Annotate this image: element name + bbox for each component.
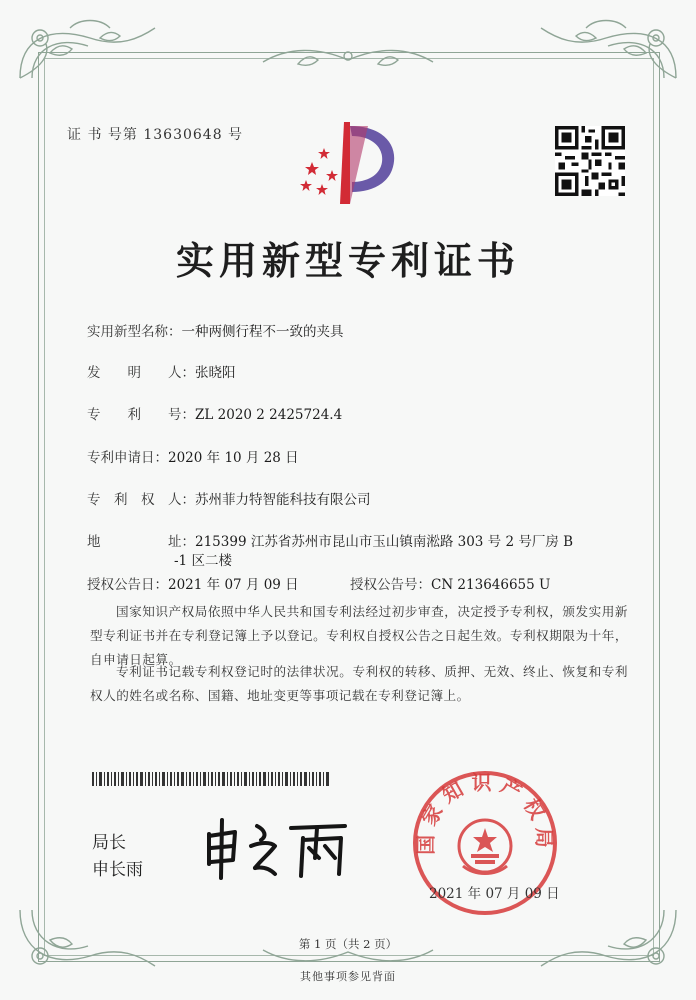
field-address <box>87 530 573 550</box>
field-value: 一种两侧行程不一致的夹具 <box>181 324 344 340</box>
top-center-flourish-icon <box>258 42 438 72</box>
signature-icon <box>195 812 355 886</box>
field-patent-number <box>87 403 342 423</box>
field-value: 张晓阳 <box>195 365 236 381</box>
director-name: 申长雨 <box>92 860 143 880</box>
field-value: CN 213646655 U <box>431 577 551 593</box>
field-label: 授权公告日： <box>87 577 168 593</box>
corner-flourish-icon <box>10 8 160 88</box>
field-inventor <box>87 361 236 381</box>
seal-text: 国家知识产权局 <box>413 770 557 855</box>
seal-date: 2021 年 07 月 09 日 <box>429 886 560 902</box>
field-label: 专 利 号： <box>87 407 195 423</box>
field-patentee <box>87 488 371 508</box>
field-label: 实用新型名称： <box>87 324 182 340</box>
certificate-title: 实用新型专利证书 <box>175 238 520 283</box>
field-label: 授权公告号： <box>350 577 431 593</box>
qr-code-icon <box>555 126 625 196</box>
notice-paragraph: 国家知识产权局依照中华人民共和国专利法经过初步审查，决定授予专利权，颁发实用新型专利证书并在专利登记簿上予以登记。专利权自授权公告之日起生效。专利权期限为十年，自申请日起算。 <box>90 604 628 667</box>
field-label: 专利申请日： <box>87 450 168 466</box>
footer-note: 其他事项参见背面 <box>300 970 396 983</box>
field-label: 地 址： <box>87 534 195 550</box>
field-label: 专 利 权 人： <box>87 492 195 508</box>
field-grant-date <box>87 573 299 593</box>
field-application-date <box>87 446 299 466</box>
field-value: 2021 年 07 月 09 日 <box>168 577 299 593</box>
field-value: 苏州菲力特智能科技有限公司 <box>195 492 371 508</box>
field-value: ZL 2020 2 2425724.4 <box>195 407 343 423</box>
field-value: 215399 江苏省苏州市昆山市玉山镇南淞路 303 号 2 号厂房 B <box>195 534 574 550</box>
page-number: 第 1 页（共 2 页） <box>298 937 398 951</box>
field-value: -1 区二楼 <box>174 553 232 569</box>
field-label: 发 明 人： <box>87 365 195 381</box>
field-utility-model-name <box>87 320 344 340</box>
field-grant-number <box>350 573 550 593</box>
barcode-icon <box>92 771 330 785</box>
notice-paragraph: 专利证书记载专利权登记时的法律状况。专利权的转移、质押、无效、终止、恢复和专利权人的姓名或名称、国籍、地址变更等事项记载在专利登记簿上。 <box>90 664 628 703</box>
cnipa-logo-icon <box>296 118 406 214</box>
field-address-continued <box>174 549 232 569</box>
certificate-number: 证 书 号第 13630648 号 <box>67 127 244 143</box>
field-value: 2020 年 10 月 28 日 <box>168 450 299 466</box>
corner-flourish-icon <box>536 8 686 88</box>
director-title: 局长 <box>92 833 126 853</box>
